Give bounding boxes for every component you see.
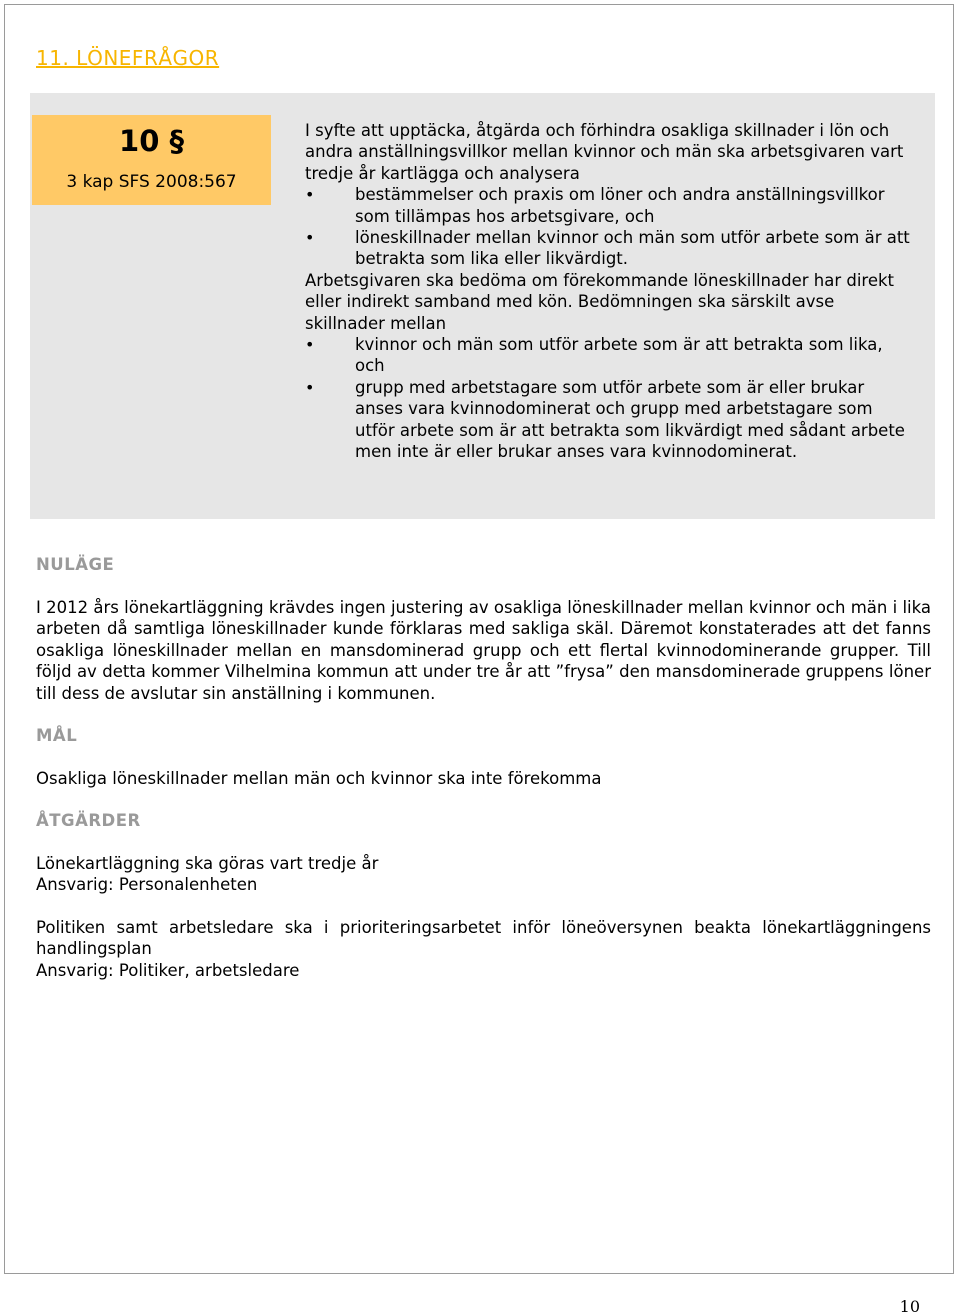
atgarder-heading: ÅTGÄRDER xyxy=(36,811,141,830)
law-text xyxy=(305,120,915,463)
law-bullets-1 xyxy=(305,184,915,270)
law-bullets-2 xyxy=(305,334,915,462)
atgarder-item-1-responsible: Ansvarig: Personalenheten xyxy=(36,875,258,895)
bullet-icon: • xyxy=(305,377,315,397)
law-intro: I syfte att upptäcka, åtgärda och förhindra osakliga skillnader i lön och andra anställningsvillkor mellan kvinnor och män ska arbetsgivaren vart tredje år kartlägga och analysera xyxy=(305,121,904,183)
law-middle: Arbetsgivaren ska bedöma om förekommande löneskillnader har direkt eller indirekt samband med kön. Bedömningen ska särskilt avse skillnader mellan xyxy=(305,270,895,333)
mal-text: Osakliga löneskillnader mellan män och kvinnor ska inte förekomma xyxy=(36,769,602,788)
list-item: • grupp med arbetstagare som utför arbete som är eller brukar anses vara kvinnodominerat och grupp med arbetstagare som utför arbete som är att betrakta som likvärdigt med sådant arbete men inte är eller brukar anses vara kvinnodominerat. xyxy=(305,377,905,462)
mal-heading: MÅL xyxy=(36,726,78,745)
bullet-icon: • xyxy=(305,228,315,248)
paragraph-number: 10 § xyxy=(119,124,184,158)
atgarder-item-2-responsible: Ansvarig: Politiker, arbetsledare xyxy=(36,960,300,980)
law-reference: 3 kap SFS 2008:567 xyxy=(66,172,237,192)
atgarder-item-1 xyxy=(36,853,931,896)
nulage-heading: NULÄGE xyxy=(36,555,115,574)
nulage-text: I 2012 års lönekartläggning krävdes ingen justering av osakliga löneskillnader mellan kvinnor och män i lika arbeten då samtliga löneskillnader kunde förklaras med sakliga skäl. Däremot konstaterades att det fanns osakliga löneskillnader mellan en mansdominerad grupp och ett flertal kvinnodominerande grupper. Till följd av detta kommer Vilhelmina kommun att under tre år att ”frysa” den mansdominerade gruppens löner till dess de avslutar sin anställning i kommunen. xyxy=(36,598,931,703)
bullet-icon: • xyxy=(305,335,315,355)
list-item: • kvinnor och män som utför arbete som är att betrakta som lika, och xyxy=(305,335,883,376)
list-item: • bestämmelser och praxis om löner och andra anställningsvillkor som tillämpas hos arbetsgivare, och xyxy=(305,185,885,226)
atgarder-item-2 xyxy=(36,917,931,981)
law-reference-box xyxy=(32,115,271,205)
atgarder-item-1-text: Lönekartläggning ska göras vart tredje år xyxy=(36,854,379,873)
atgarder-item-2-text: Politiken samt arbetsledare ska i prioriteringsarbetet inför löneöversynen beakta lönekartläggningens handlingsplan xyxy=(36,918,931,959)
page-number: 10 xyxy=(899,1297,920,1316)
bullet-icon: • xyxy=(305,185,315,205)
section-title: 11. LÖNEFRÅGOR xyxy=(36,46,220,70)
list-item: • löneskillnader mellan kvinnor och män som utför arbete som är att betrakta som lika eller likvärdigt. xyxy=(305,228,910,269)
